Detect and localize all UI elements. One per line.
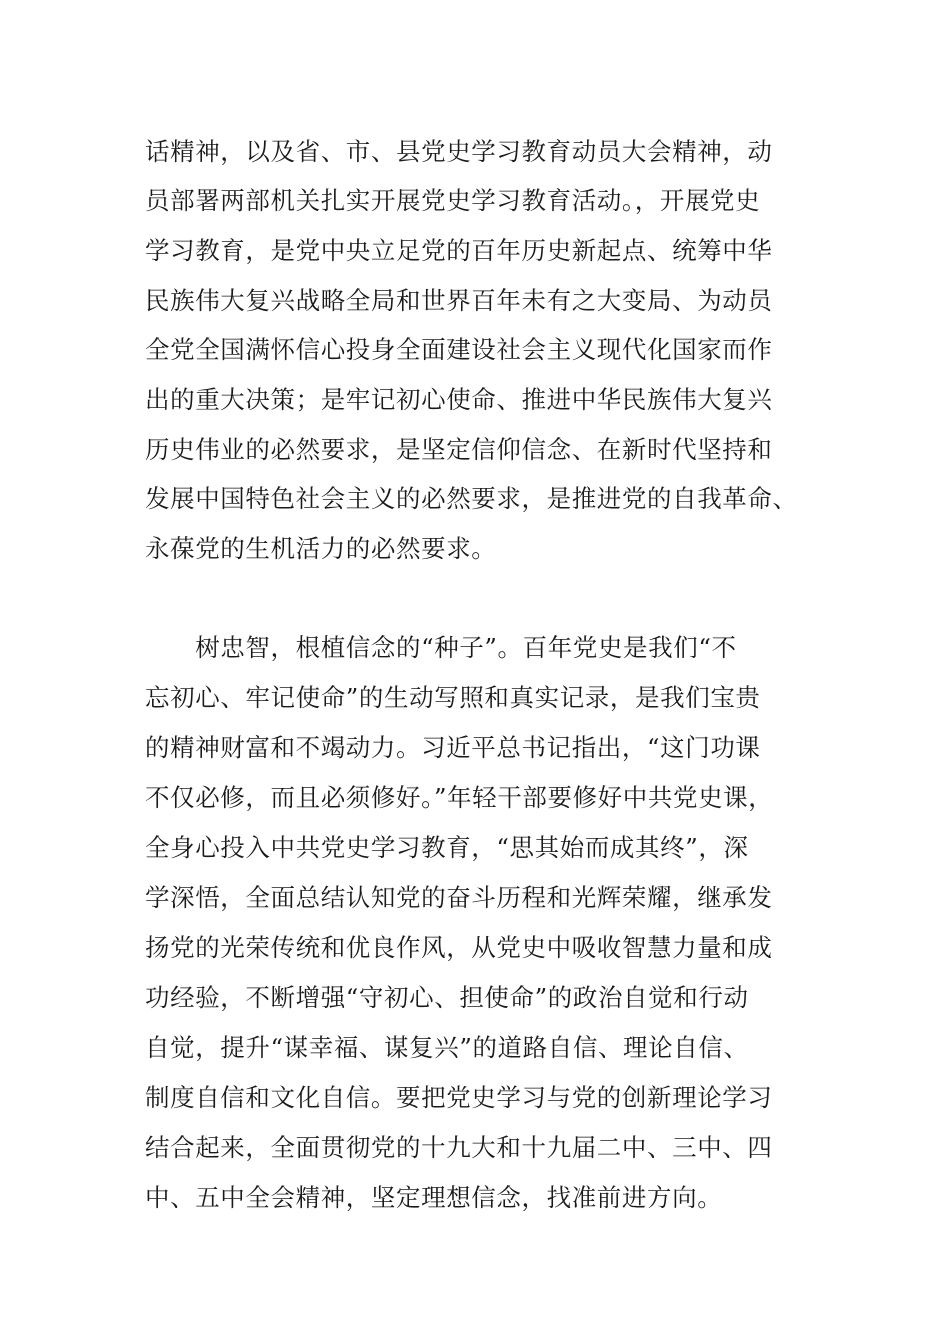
paragraph-1-line: 学习教育，是党中央立足党的百年历史新起点、统筹中华 (145, 236, 773, 265)
paragraph-1-line: 历史伟业的必然要求，是坚定信仰信念、在新时代坚持和 (145, 435, 773, 464)
paragraph-1-line: 员部署两部机关扎实开展党史学习教育活动。，开展党史 (145, 186, 761, 215)
paragraph-2-line: 扬党的光荣传统和优良作风，从党史中吸收智慧力量和成 (145, 933, 773, 962)
paragraph-2-line: 中、五中全会精神，坚定理想信念，找准前进方向。 (145, 1183, 723, 1212)
paragraph-2-line: 忘初心、牢记使命”的生动写照和真实记录，是我们宝贵 (145, 683, 761, 712)
paragraph-2-line: 全身心投入中共党史学习教育，“思其始而成其终”，深 (145, 833, 749, 862)
paragraph-1-line: 全党全国满怀信心投身全面建设社会主义现代化国家而作 (145, 335, 773, 364)
paragraph-2-line: 功经验，不断增强“守初心、担使命”的政治自觉和行动 (145, 983, 749, 1012)
paragraph-1-line: 永葆党的生机活力的必然要求。 (145, 534, 497, 563)
paragraph-2-line: 不仅必修，而且必须修好。”年轻干部要修好中共党史课， (145, 783, 774, 812)
paragraph-1-line: 出的重大决策；是牢记初心使命、推进中华民族伟大复兴 (145, 385, 773, 414)
paragraph-2-line: 学深悟，全面总结认知党的奋斗历程和光辉荣耀，继承发 (145, 883, 773, 912)
paragraph-1-line: 发展中国特色社会主义的必然要求，是推进党的自我革命、 (145, 484, 798, 513)
paragraph-1-line: 民族伟大复兴战略全局和世界百年未有之大变局、为动员 (145, 286, 773, 315)
paragraph-2-line: 的精神财富和不竭动力。习近平总书记指出，“这门功课 (145, 733, 761, 762)
paragraph-2-line: 自觉，提升“谋幸福、谋复兴”的道路自信、理论自信、 (145, 1033, 749, 1062)
paragraph-2-line: 树忠智，根植信念的“种子”。百年党史是我们“不 (145, 633, 737, 662)
paragraph-2-line: 制度自信和文化自信。要把党史学习与党的创新理论学习 (145, 1083, 773, 1112)
paragraph-1-line: 话精神，以及省、市、县党史学习教育动员大会精神，动 (145, 137, 773, 166)
paragraph-2-line: 结合起来，全面贯彻党的十九大和十九届二中、三中、四 (145, 1133, 773, 1162)
